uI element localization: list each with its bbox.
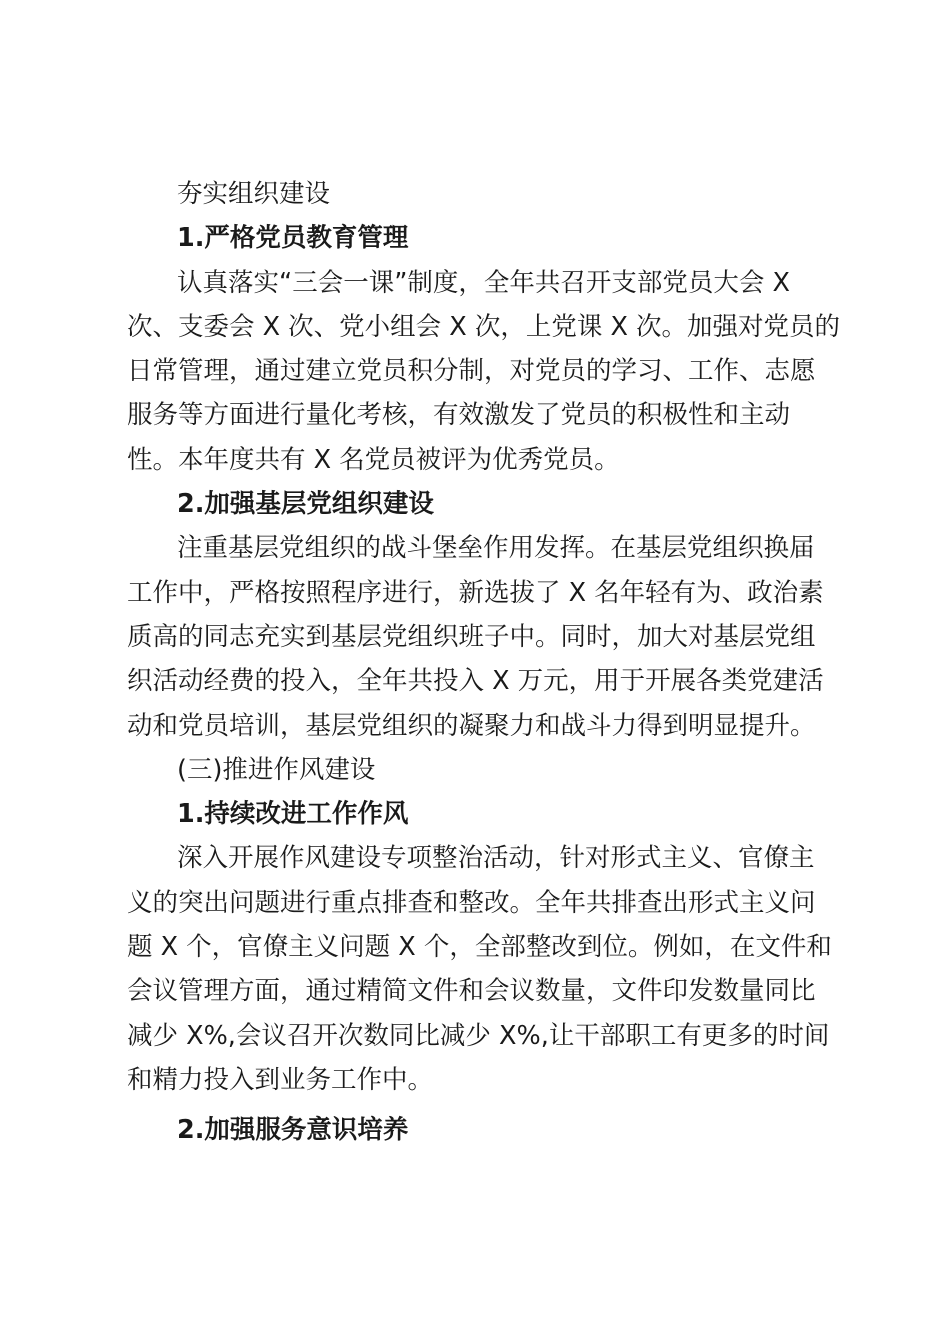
paragraph-line: 和精力投入到业务工作中。	[127, 1064, 434, 1095]
paragraph-line: 日常管理，通过建立党员积分制，对党员的学习、工作、志愿	[127, 356, 816, 387]
paragraph-line: 服务等方面进行量化考核，有效激发了党员的积极性和主动	[127, 400, 791, 431]
paragraph-line: 题 X 个，官僚主义问题 X 个，全部整改到位。例如，在文件和	[127, 932, 832, 963]
document-body	[127, 172, 841, 1153]
paragraph-line: 减少 X%,会议召开次数同比减少 X%,让干部职工有更多的时间	[127, 1020, 830, 1051]
paragraph-line: 性。本年度共有 X 名党员被评为优秀党员。	[127, 444, 620, 475]
paragraph-line: 工作中，严格按照程序进行，新选拔了 X 名年轻有为、政治素	[127, 577, 824, 608]
subheading: 1.严格党员教育管理	[177, 223, 409, 254]
paragraph-line: 注重基层党组织的战斗堡垒作用发挥。在基层党组织换届	[177, 533, 815, 564]
subheading: 2.加强服务意识培养	[177, 1115, 409, 1146]
paragraph-line: 会议管理方面，通过精简文件和会议数量，文件印发数量同比	[127, 976, 816, 1007]
section-title: (三)推进作风建设	[177, 754, 376, 785]
section-title: 夯实组织建设	[177, 179, 331, 209]
paragraph-line: 织活动经费的投入，全年共投入 X 万元，用于开展各类党建活	[127, 666, 824, 697]
paragraph-line: 认真落实“三会一课”制度，全年共召开支部党员大会 X	[177, 267, 790, 298]
subheading: 1.持续改进工作作风	[177, 799, 409, 830]
paragraph-line: 动和党员培训，基层党组织的凝聚力和战斗力得到明显提升。	[127, 710, 816, 741]
paragraph-line: 次、支委会 X 次、党小组会 X 次，上党课 X 次。加强对党员的	[127, 311, 841, 342]
subheading: 2.加强基层党组织建设	[177, 489, 434, 520]
paragraph-line: 深入开展作风建设专项整治活动，针对形式主义、官僚主	[177, 843, 815, 874]
paragraph-line: 质高的同志充实到基层党组织班子中。同时，加大对基层党组	[127, 621, 816, 652]
paragraph-line: 义的突出问题进行重点排查和整改。全年共排查出形式主义问	[127, 887, 816, 918]
